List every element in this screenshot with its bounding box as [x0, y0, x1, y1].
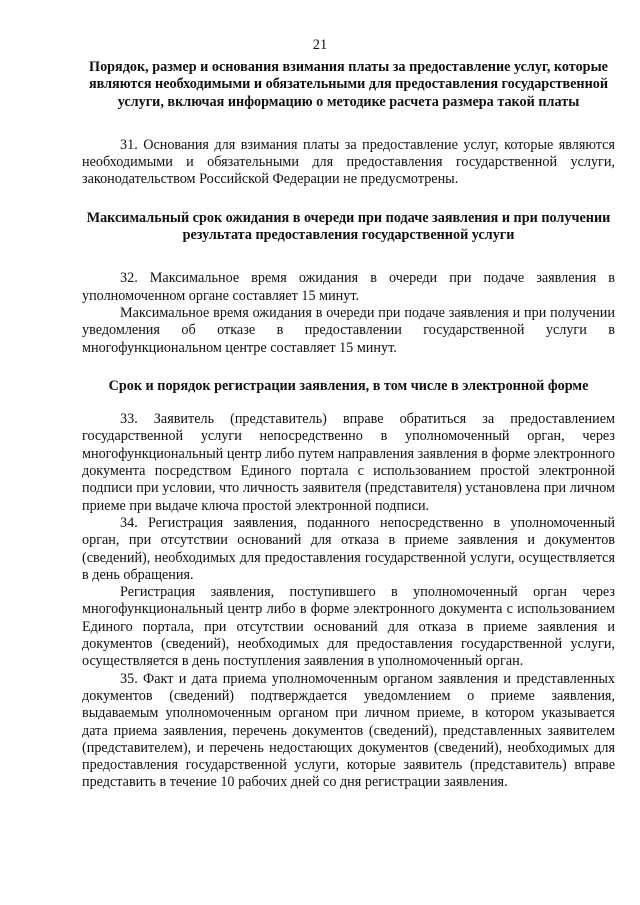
paragraph-32: 32. Максимальное время ожидания в очереди при подаче заявления в уполномоченном органе составляет 15 минут. — [82, 270, 615, 304]
paragraph-33: 33. Заявитель (представитель) вправе обратиться за предоставлением государственной услуги непосредственно в уполномоченный орган, через многофункциональный центр либо путем направления заявления в форме электронного документа посредством Единого портала с использованием простой электронной подписи при условии, что личность заявителя (представителя) установлена при личном приеме при выдаче ключа простой электронной подписи. — [82, 411, 615, 514]
paragraph-31: 31. Основания для взимания платы за предоставление услуг, которые являются необходимыми и обязательными для предоставления государственной услуги, законодательством Российской Федерации не предусмотрены. — [82, 136, 615, 188]
section-heading-registration: Срок и порядок регистрации заявления, в том числе в электронной форме — [108, 377, 589, 394]
page-number: 21 — [312, 37, 328, 53]
paragraph-35: 35. Факт и дата приема уполномоченным органом заявления и представленных документов (сведений) подтверждается уведомлением о приеме заявления, выдаваемым уполномоченным органом при личном приеме, в котором указывается дата приема заявления, перечень документов (сведений), представленных заявителем (представителем), и перечень недостающих документов (сведений), необходимых для предоставления государственной услуги, которые заявитель (представитель) вправе представить в течение 10 рабочих дней со дня регистрации заявления. — [82, 670, 615, 791]
section-heading-queue-time: Максимальный срок ожидания в очереди при подаче заявления и при получении результата предоставления государственной услуги — [86, 209, 611, 244]
document-body — [82, 59, 615, 792]
paragraph-34-mfc: Регистрация заявления, поступившего в уполномоченный орган через многофункциональный центр либо в форме электронного документа с использованием Единого портала, при отсутствии оснований для отказа в приеме заявления и документов (сведений), необходимых для предоставления государственной услуги, осуществляется в день поступления заявления в уполномоченный орган. — [82, 584, 615, 670]
paragraph-32-mfc: Максимальное время ожидания в очереди при подаче заявления и при получении уведомления об отказе в предоставлении государственной услуги в многофункциональном центре составляет 15 минут. — [82, 304, 615, 356]
paragraph-34: 34. Регистрация заявления, поданного непосредственно в уполномоченный орган, при отсутствии оснований для отказа в приеме заявления и документов (сведений), необходимых для предоставления государственной услуги, осуществляется в день обращения. — [82, 514, 615, 583]
section-heading-payment: Порядок, размер и основания взимания платы за предоставление услуг, которые являются необходимыми и обязательными для предоставления государственной услуги, включая информацию о методике расчета размера такой платы — [88, 59, 609, 110]
